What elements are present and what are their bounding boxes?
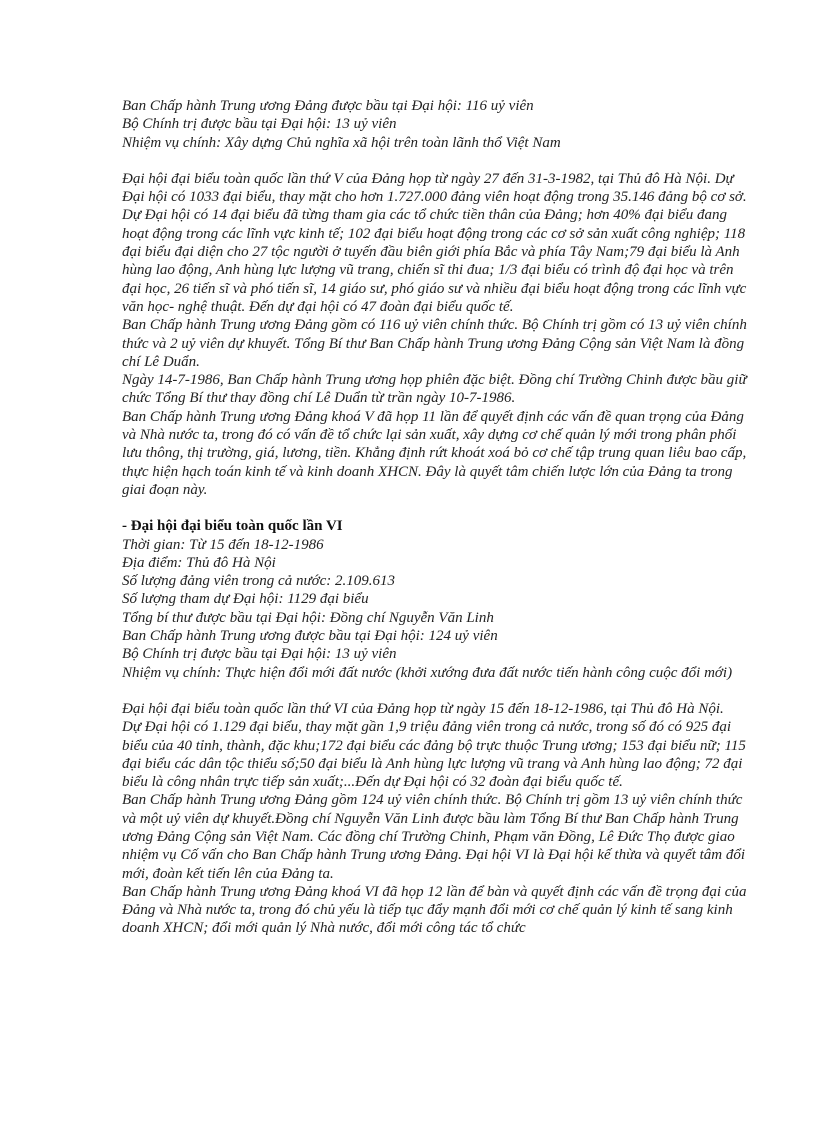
sec6-time-line: Thời gian: Từ 15 đến 18-12-1986 <box>122 536 324 553</box>
sec6-paragraph-4: Ban Chấp hành Trung ương Đảng khoá VI đã họp 12 lần để bàn và quyết định các vấn đề trọng đại của Đảng và Nhà nước ta, trong đó chủ yếu là tiếp tục đẩy mạnh đổi mới cơ chế quản lý kinh tế sang kinh doanh XHCN; đổi mới quản lý Nhà nước, đổi mới công tác tổ chức <box>122 883 747 937</box>
sec6-main-task-line: Nhiệm vụ chính: Thực hiện đổi mới đất nước (khởi xướng đưa đất nước tiến hành công cuộc đổi mới) <box>122 664 733 681</box>
sec6-paragraph-1: Đại hội đại biểu toàn quốc lần thứ VI của Đảng họp từ ngày 15 đến 18-12-1986, tại Thủ đô Hà Nội. <box>122 700 724 717</box>
sec6-central-committee-line: Ban Chấp hành Trung ương được bầu tại Đại hội: 124 uỷ viên <box>122 628 498 645</box>
document-page <box>122 97 752 938</box>
spacer <box>122 152 752 170</box>
sec6-member-count-line: Số lượng đảng viên trong cả nước: 2.109.613 <box>122 573 396 590</box>
spacer <box>122 682 752 700</box>
sec6-location-line: Địa điểm: Thủ đô Hà Nội <box>122 554 276 571</box>
sec6-politburo-line: Bộ Chính trị được bầu tại Đại hội: 13 uỷ viên <box>122 646 397 663</box>
sec6-general-secretary-line: Tổng bí thư được bầu tại Đại hội: Đồng chí Nguyễn Văn Linh <box>122 609 494 626</box>
sec6-attendance-line: Số lượng tham dự Đại hội: 1129 đại biểu <box>122 591 369 608</box>
sec5-politburo-line: Bộ Chính trị được bầu tại Đại hội: 13 uỷ viên <box>122 116 397 133</box>
sec5-main-task-line: Nhiệm vụ chính: Xây dựng Chủ nghĩa xã hội trên toàn lãnh thổ Việt Nam <box>122 134 561 151</box>
sec5-paragraph-1: Đại hội đại biểu toàn quốc lần thứ V của Đảng họp từ ngày 27 đến 31-3-1982, tại Thủ đô Hà Nội. Dự Đại hội có 1033 đại biểu, thay mặt cho hơn 1.727.000 đảng viên hoạt động trong 35.146 đảng bộ cơ sở. Dự Đại hội có 14 đại biểu đã từng tham gia các tổ chức tiền thân của Đảng; hơn 40% đại biểu đang hoạt động trong các lĩnh vực kinh tế; 102 đại biểu hoạt động trong các cơ sở sản xuất công nghiệp; 118 đại biểu đại diện cho 27 tộc người ở tuyến đầu biên giới phía Bắc và phía Tây Nam;79 đại biểu là Anh hùng lao động, Anh hùng lực lượng vũ trang, chiến sĩ thi đua; 1/3 đại biểu có trình độ đại học và trên đại học, 26 tiến sĩ và phó tiến sĩ, 14 giáo sư, phó giáo sư và nhiều đại biểu hoạt động trong các lĩnh vực văn học- nghệ thuật. Đến dự đại hội có 47 đoàn đại biểu quốc tế. <box>122 170 747 315</box>
sec5-paragraph-2: Ban Chấp hành Trung ương Đảng gồm có 116 uỷ viên chính thức. Bộ Chính trị gồm có 13 uỷ viên chính thức và 2 uỷ viên dự khuyết. Tổng Bí thư Ban Chấp hành Trung ương Đảng Cộng sản Việt Nam là đồng chí Lê Duẩn. <box>122 317 747 370</box>
sec6-paragraph-3: Ban Chấp hành Trung ương Đảng gồm 124 uỷ viên chính thức. Bộ Chính trị gồm 13 uỷ viên chính thức và một uỷ viên dự khuyết.Đồng chí Nguyễn Văn Linh được bầu làm Tổng Bí thư Ban Chấp hành Trung ương Đảng Cộng sản Việt Nam. Các đồng chí Trường Chinh, Phạm văn Đồng, Lê Đức Thọ được giao nhiệm vụ Cố vấn cho Ban Chấp hành Trung ương Đảng. Đại hội VI là Đại hội kế thừa và quyết tâm đổi mới, đoàn kết tiến lên của Đảng ta. <box>122 792 746 882</box>
sec6-heading: - Đại hội đại biểu toàn quốc lần VI <box>122 518 343 535</box>
sec6-paragraph-2: Dự Đại hội có 1.129 đại biểu, thay mặt gần 1,9 triệu đảng viên trong cả nước, trong số đó có 925 đại biểu của 40 tỉnh, thành, đặc khu;172 đại biểu các đảng bộ trực thuộc Trung ương; 153 đại biểu nữ; 115 đại biểu các dân tộc thiểu số;50 đại biểu là Anh hùng lực lượng vũ trang và Anh hùng lao động; 72 đại biểu là công nhân trực tiếp sản xuất;...Đến dự Đại hội có 32 đoàn đại biểu quốc tế. <box>122 719 746 791</box>
sec5-central-committee-line: Ban Chấp hành Trung ương Đảng được bầu tại Đại hội: 116 uỷ viên <box>122 98 534 114</box>
sec5-paragraph-3: Ngày 14-7-1986, Ban Chấp hành Trung ương họp phiên đặc biệt. Đồng chí Trường Chinh được bầu giữ chức Tổng Bí thư thay đồng chí Lê Duẩn từ trần ngày 10-7-1986. <box>122 372 747 407</box>
sec5-paragraph-4: Ban Chấp hành Trung ương Đảng khoá V đã họp 11 lần để quyết định các vấn đề quan trọng của Đảng và Nhà nước ta, trong đó có vấn đề tổ chức lại sản xuất, xây dựng cơ chế quản lý mới trong phân phối lưu thông, thị trường, giá, lương, tiền. Khẳng định rứt khoát xoá bỏ cơ chế tập trung quan liêu bao cấp, thực hiện hạch toán kinh tế và kinh doanh XHCN. Đây là quyết tâm chiến lược lớn của Đảng ta trong giai đoạn này. <box>122 408 747 498</box>
spacer <box>122 499 752 517</box>
